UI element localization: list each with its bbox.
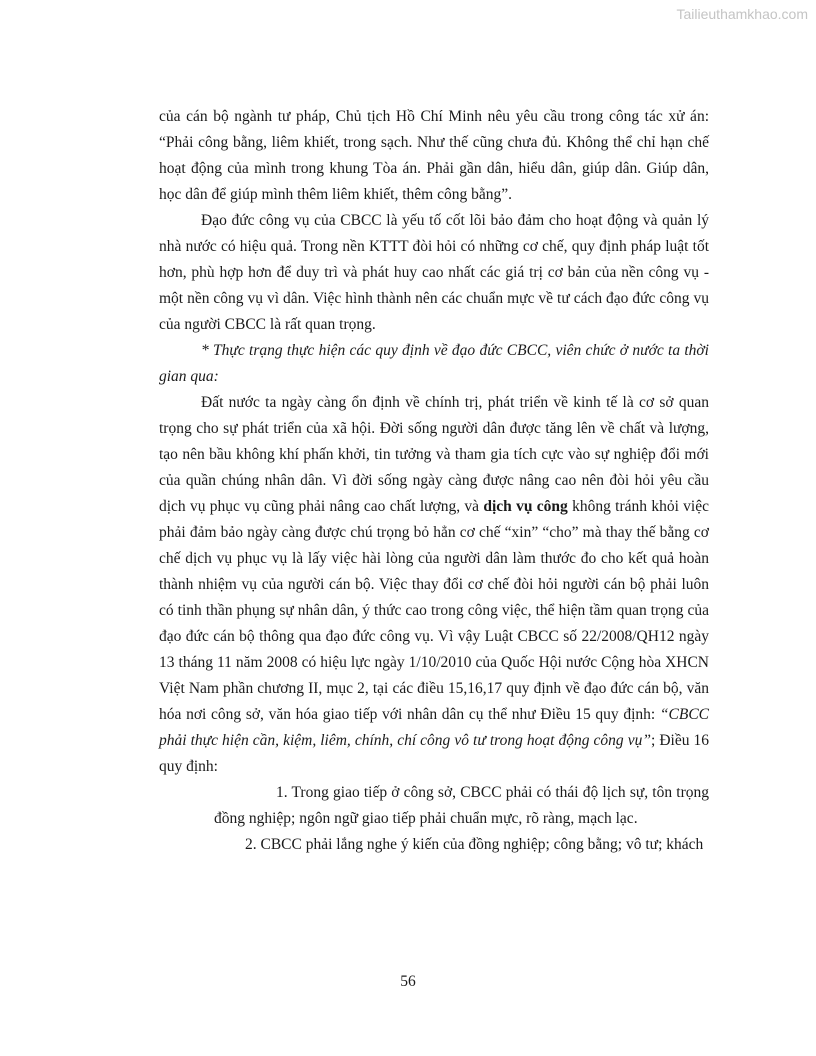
list-item: 1. Trong giao tiếp ở công sở, CBCC phải có thái độ lịch sự, tôn trọng đồng nghiệp; ngôn ngữ giao tiếp phải chuẩn mực, rõ ràng, mạch lạc.	[214, 784, 709, 827]
italic-quote: “CBCC phải thực hiện cần, kiệm, liêm, chính, chí công vô tư trong hoạt động công vụ”	[159, 706, 709, 749]
paragraph-4-text-c: ; Điều 16 quy định:	[159, 732, 709, 775]
paragraph-4-text-a: Đất nước ta ngày càng ổn định về chính trị, phát triển về kinh tế là cơ sở quan trọng cho sự phát triển của xã hội. Đời sống người dân được tăng lên về chất và lượng, tạo nên bầu không khí phấn khởi, tin tưởng và tham gia tích cực vào sự nghiệp đổi mới của quần chúng nhân dân. Vì đời sống ngày càng được nâng cao nên đòi hỏi yêu cầu dịch vụ phục vụ cũng phải nâng cao chất lượng, và	[159, 394, 709, 515]
numbered-list	[214, 780, 709, 858]
document-body	[159, 104, 709, 858]
paragraph-4-text-b: không tránh khỏi việc phải đảm bảo ngày càng được chú trọng bỏ hẳn cơ chế “xin” “cho” mà thay thế bằng cơ chế dịch vụ phục vụ là lấy việc hài lòng của người dân làm thước đo cho kết quả hoàn thành nhiệm vụ của người cán bộ. Việc thay đổi cơ chế đòi hỏi người cán bộ phải luôn có tinh thần phụng sự nhân dân, ý thức cao trong công việc, thể hiện tầm quan trọng của đạo đức cán bộ thông qua đạo đức công vụ. Vì vậy Luật CBCC số 22/2008/QH12 ngày 13 tháng 11 năm 2008 có hiệu lực ngày 1/10/2010 của Quốc Hội nước Cộng hòa XHCN Việt Nam phần chương II, mục 2, tại các điều 15,16,17 quy định về đạo đức cán bộ, văn hóa nơi công sở, văn hóa giao tiếp với nhân dân cụ thể như Điều 15 quy định:	[159, 498, 709, 723]
paragraph-1: của cán bộ ngành tư pháp, Chủ tịch Hồ Chí Minh nêu yêu cầu trong công tác xử án: “Phải công bằng, liêm khiết, trong sạch. Như thế cũng chưa đủ. Không thể chỉ hạn chế hoạt động của mình trong khung Tòa án. Phải gần dân, hiểu dân, giúp dân. Giúp dân, học dân để giúp mình thêm liêm khiết, thêm công bằng”.	[159, 108, 709, 203]
section-heading: * Thực trạng thực hiện các quy định về đạo đức CBCC, viên chức ở nước ta thời gian qua:	[159, 342, 709, 385]
list-item: 2. CBCC phải lắng nghe ý kiến của đồng nghiệp; công bằng; vô tư; khách	[245, 836, 704, 853]
bold-term: dịch vụ công	[483, 498, 568, 515]
page-number: 56	[400, 973, 416, 990]
paragraph-4	[159, 390, 709, 780]
paragraph-2: Đạo đức công vụ của CBCC là yếu tố cốt lõi bảo đảm cho hoạt động và quản lý nhà nước có hiệu quả. Trong nền KTTT đòi hỏi có những cơ chế, quy định pháp luật tốt hơn, phù hợp hơn để duy trì và phát huy cao nhất các giá trị cơ bản của nền công vụ - một nền công vụ vì dân. Việc hình thành nên các chuẩn mực về tư cách đạo đức công vụ của người CBCC là rất quan trọng.	[159, 212, 709, 333]
watermark: Tailieuthamkhao.com	[676, 6, 808, 22]
